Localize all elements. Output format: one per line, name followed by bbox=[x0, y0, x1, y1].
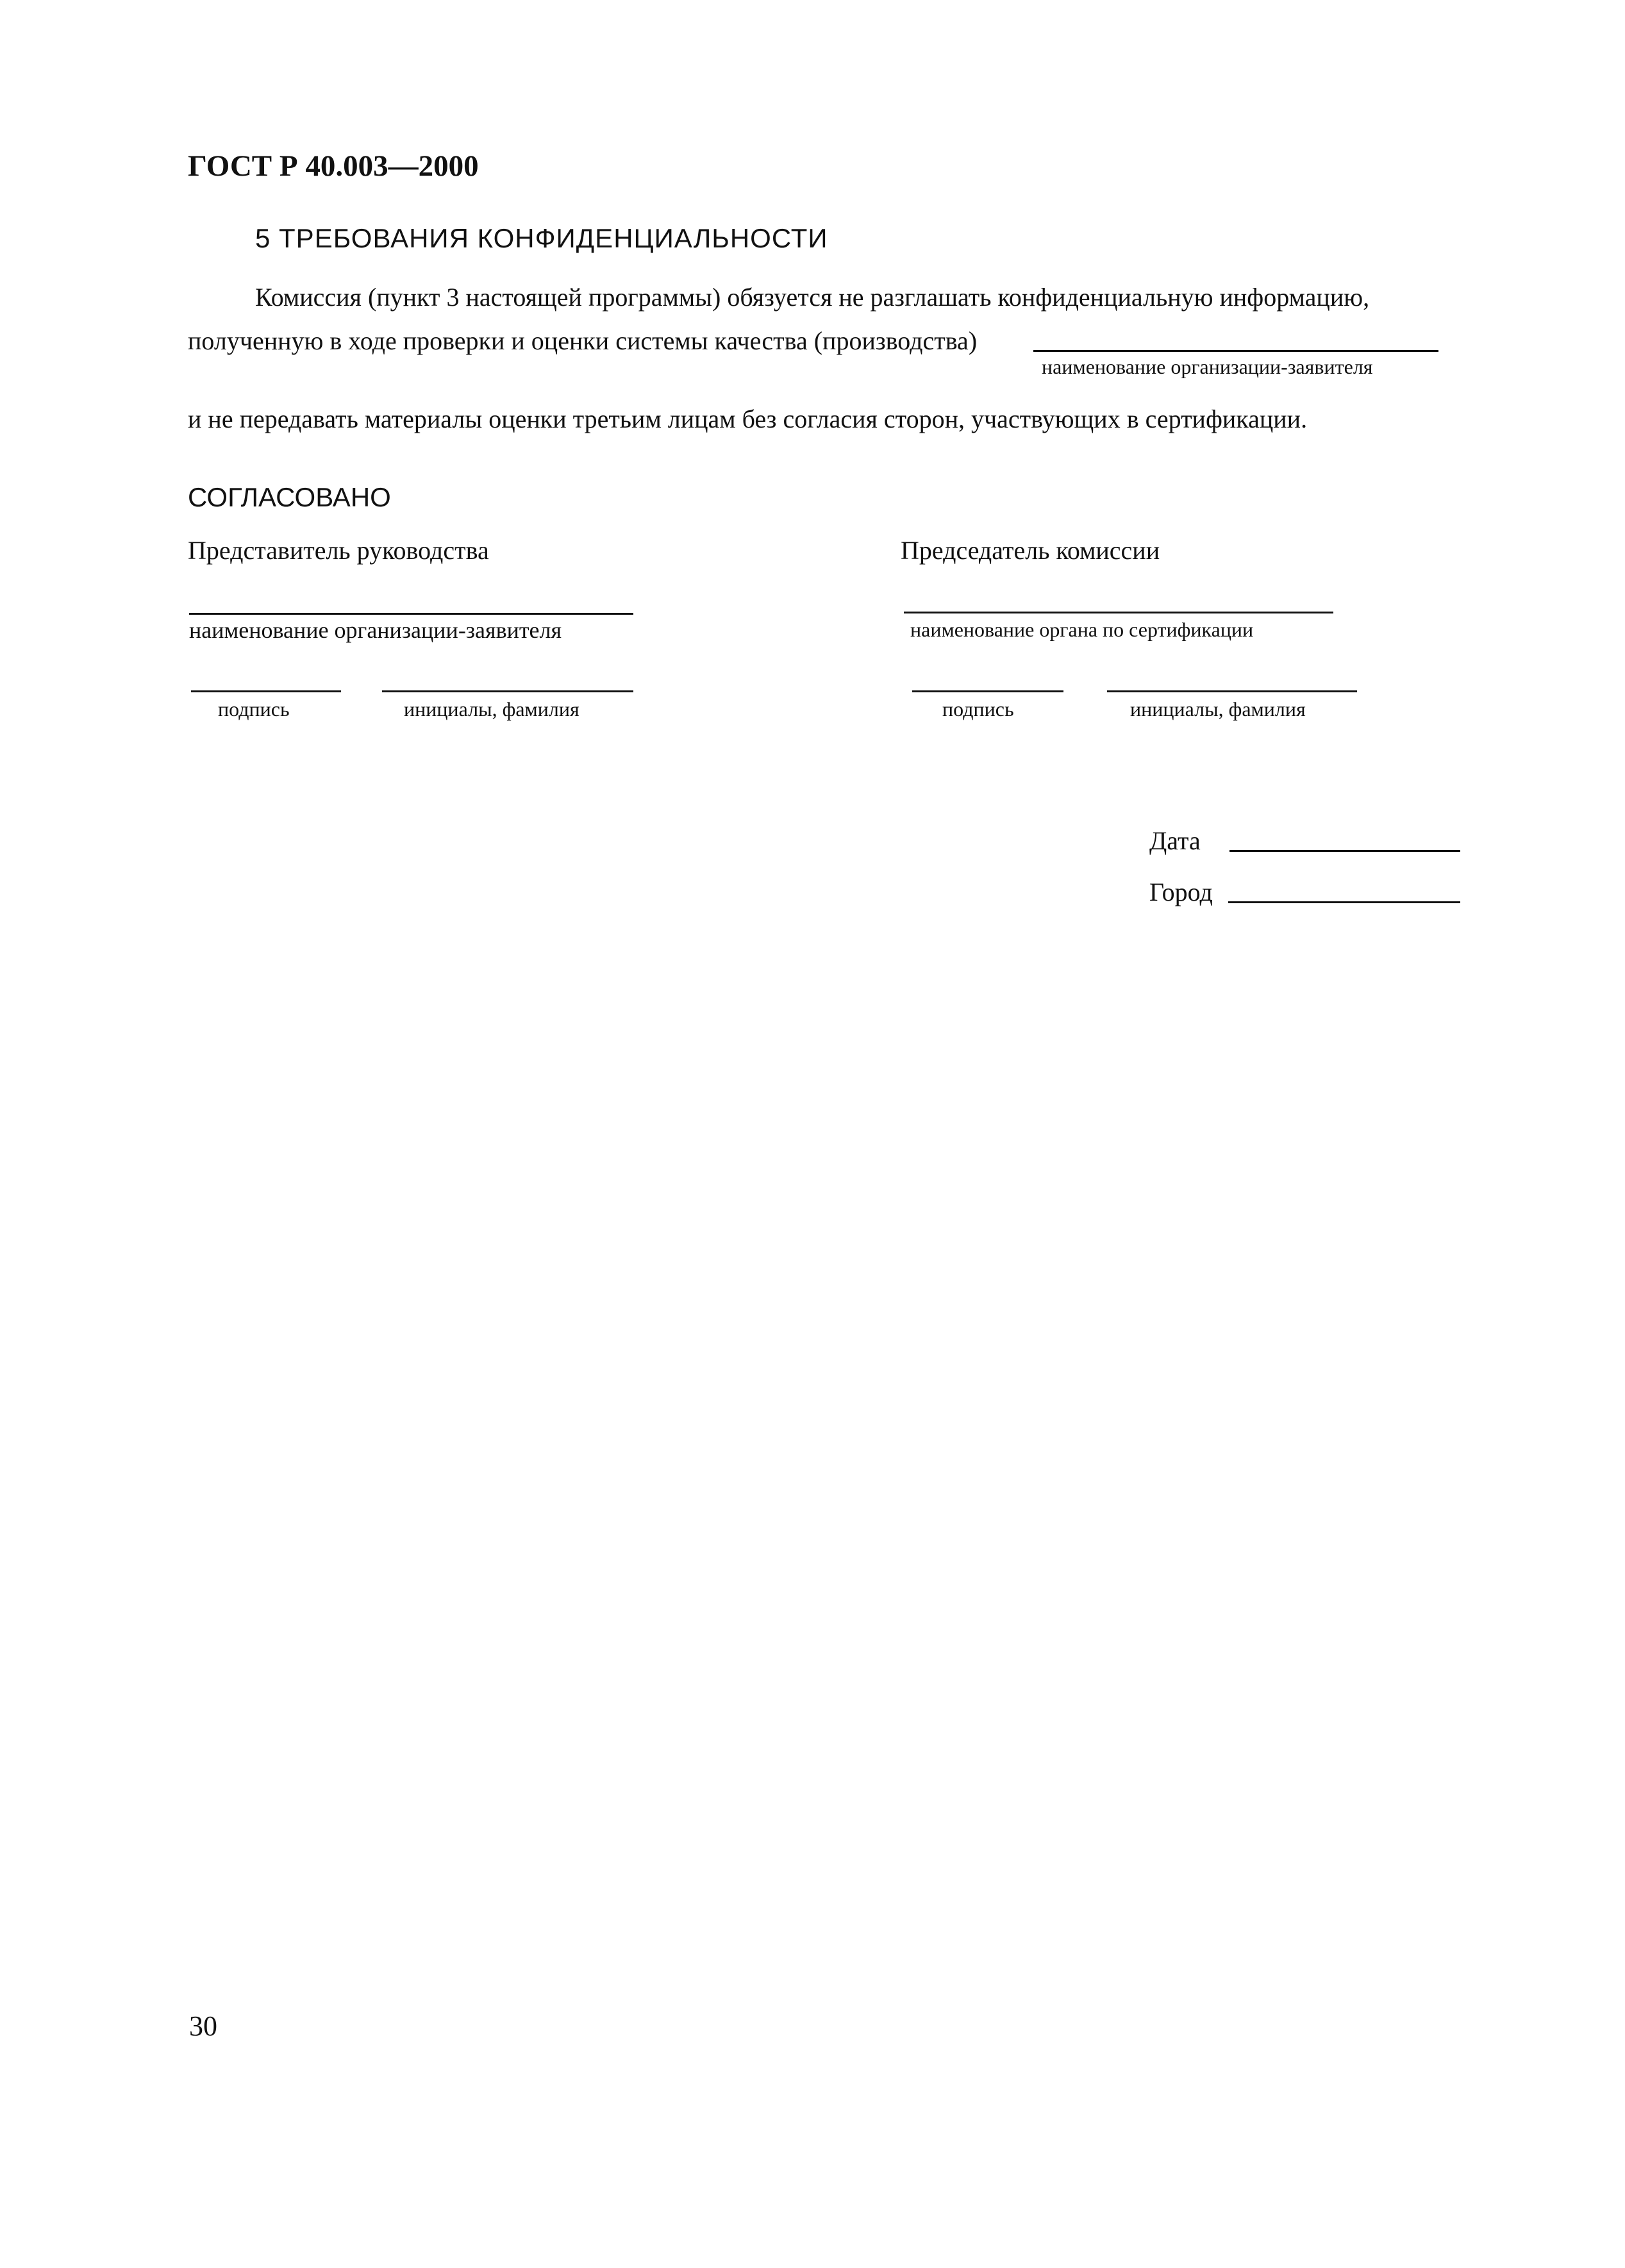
date-blank[interactable] bbox=[1229, 850, 1460, 852]
left-role-label: Представитель руководства bbox=[188, 536, 489, 565]
left-org-blank[interactable] bbox=[189, 613, 633, 615]
right-role-label: Председатель комиссии bbox=[901, 536, 1160, 565]
paragraph-line-3: и не передавать материалы оценки третьим лицам без согласия сторон, участвующих в сертификации. bbox=[188, 404, 1308, 433]
city-blank[interactable] bbox=[1228, 901, 1460, 903]
paragraph-line-1: Комиссия (пункт 3 настоящей программы) обязуется не разглашать конфиденциальную информацию, bbox=[255, 283, 1370, 312]
right-org-blank[interactable] bbox=[904, 612, 1333, 613]
left-name-caption: инициалы, фамилия bbox=[404, 697, 579, 721]
right-signature-blank[interactable] bbox=[912, 690, 1063, 692]
date-label: Дата bbox=[1149, 826, 1201, 855]
right-name-caption: инициалы, фамилия bbox=[1130, 697, 1306, 721]
right-signature-caption: подпись bbox=[942, 697, 1014, 721]
left-signature-blank[interactable] bbox=[191, 690, 341, 692]
right-org-caption: наименование органа по сертификации bbox=[910, 618, 1254, 641]
left-name-blank[interactable] bbox=[382, 690, 633, 692]
paragraph-line-2: полученную в ходе проверки и оценки системы качества (производства) bbox=[188, 326, 978, 355]
left-org-caption: наименование организации-заявителя bbox=[189, 617, 562, 643]
agreed-label: СОГЛАСОВАНО bbox=[188, 482, 391, 512]
right-name-blank[interactable] bbox=[1107, 690, 1357, 692]
document-code: ГОСТ Р 40.003—2000 bbox=[188, 149, 479, 183]
section-heading: 5 ТРЕБОВАНИЯ КОНФИДЕНЦИАЛЬНОСТИ bbox=[255, 223, 828, 253]
page-number: 30 bbox=[189, 2010, 217, 2042]
left-signature-caption: подпись bbox=[218, 697, 290, 721]
applicant-name-caption: наименование организации-заявителя bbox=[1042, 355, 1373, 378]
city-label: Город bbox=[1149, 878, 1213, 906]
applicant-name-blank[interactable] bbox=[1033, 350, 1438, 352]
